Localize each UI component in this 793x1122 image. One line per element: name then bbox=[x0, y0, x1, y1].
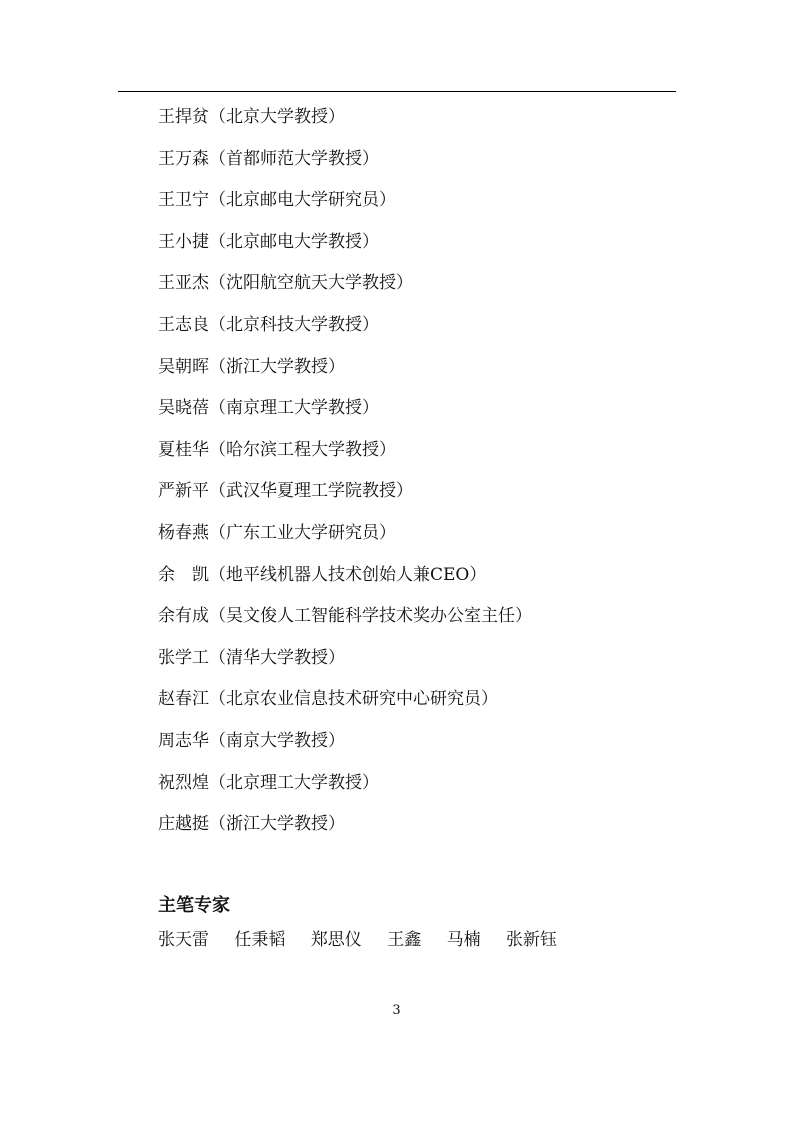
list-item bbox=[158, 645, 532, 687]
expert-affiliation: （吴文俊人工智能科学技术奖办公室主任） bbox=[209, 606, 532, 627]
author-name: 王鑫 bbox=[387, 930, 422, 950]
expert-name: 吴朝晖 bbox=[158, 356, 209, 377]
expert-name: 王小捷 bbox=[158, 231, 209, 252]
list-item bbox=[158, 146, 532, 188]
list-item bbox=[158, 603, 532, 645]
expert-name: 周志华 bbox=[158, 730, 209, 751]
expert-affiliation: （地平线机器人技术创始人兼CEO） bbox=[209, 564, 487, 585]
list-item bbox=[158, 811, 532, 853]
author-list bbox=[158, 927, 577, 953]
expert-affiliation: （首都师范大学教授） bbox=[209, 148, 379, 169]
expert-affiliation: （南京大学教授） bbox=[209, 730, 345, 751]
list-item bbox=[158, 686, 532, 728]
section-heading: 主笔专家 bbox=[158, 895, 230, 916]
author-name: 任秉韬 bbox=[234, 930, 286, 950]
expert-name: 庄越挺 bbox=[158, 814, 209, 835]
list-item bbox=[158, 770, 532, 812]
list-item bbox=[158, 312, 532, 354]
list-item bbox=[158, 478, 532, 520]
expert-name: 余 凯 bbox=[158, 564, 209, 585]
page-number: 3 bbox=[392, 1003, 401, 1018]
author-name: 郑思仪 bbox=[310, 930, 362, 950]
list-item bbox=[158, 187, 532, 229]
expert-name: 杨春燕 bbox=[158, 522, 209, 543]
expert-affiliation: （浙江大学教授） bbox=[209, 814, 345, 835]
list-item bbox=[158, 728, 532, 770]
author-name: 马楠 bbox=[446, 930, 481, 950]
expert-name: 余有成 bbox=[158, 606, 209, 627]
list-item bbox=[158, 354, 532, 396]
header-rule bbox=[118, 91, 676, 92]
expert-affiliation: （北京理工大学教授） bbox=[209, 772, 379, 793]
expert-affiliation: （浙江大学教授） bbox=[209, 356, 345, 377]
expert-name: 赵春江 bbox=[158, 689, 209, 710]
expert-affiliation: （清华大学教授） bbox=[209, 647, 345, 668]
expert-name: 严新平 bbox=[158, 481, 209, 502]
expert-name: 吴晓蓓 bbox=[158, 398, 209, 419]
expert-name: 祝烈煌 bbox=[158, 772, 209, 793]
list-item bbox=[158, 437, 532, 479]
list-item bbox=[158, 270, 532, 312]
author-name: 张天雷 bbox=[158, 930, 209, 950]
expert-affiliation: （北京邮电大学研究员） bbox=[209, 190, 396, 211]
list-item bbox=[158, 104, 532, 146]
list-item bbox=[158, 395, 532, 437]
expert-name: 王卫宁 bbox=[158, 190, 209, 211]
expert-name: 王志良 bbox=[158, 314, 209, 335]
author-name: 张新钰 bbox=[506, 930, 558, 950]
expert-affiliation: （北京农业信息技术研究中心研究员） bbox=[209, 689, 498, 710]
list-item bbox=[158, 520, 532, 562]
expert-name: 王亚杰 bbox=[158, 273, 209, 294]
expert-affiliation: （南京理工大学教授） bbox=[209, 398, 379, 419]
expert-affiliation: （哈尔滨工程大学教授） bbox=[209, 439, 396, 460]
expert-affiliation: （北京科技大学教授） bbox=[209, 314, 379, 335]
expert-affiliation: （北京邮电大学教授） bbox=[209, 231, 379, 252]
expert-affiliation: （广东工业大学研究员） bbox=[209, 522, 396, 543]
expert-name: 夏桂华 bbox=[158, 439, 209, 460]
expert-name: 王万森 bbox=[158, 148, 209, 169]
list-item bbox=[158, 229, 532, 271]
expert-list bbox=[158, 104, 532, 853]
expert-name: 王捍贫 bbox=[158, 107, 209, 127]
list-item bbox=[158, 562, 532, 604]
expert-name: 张学工 bbox=[158, 647, 209, 668]
expert-affiliation: （沈阳航空航天大学教授） bbox=[209, 273, 413, 294]
expert-affiliation: （北京大学教授） bbox=[209, 107, 345, 127]
expert-affiliation: （武汉华夏理工学院教授） bbox=[209, 481, 413, 502]
